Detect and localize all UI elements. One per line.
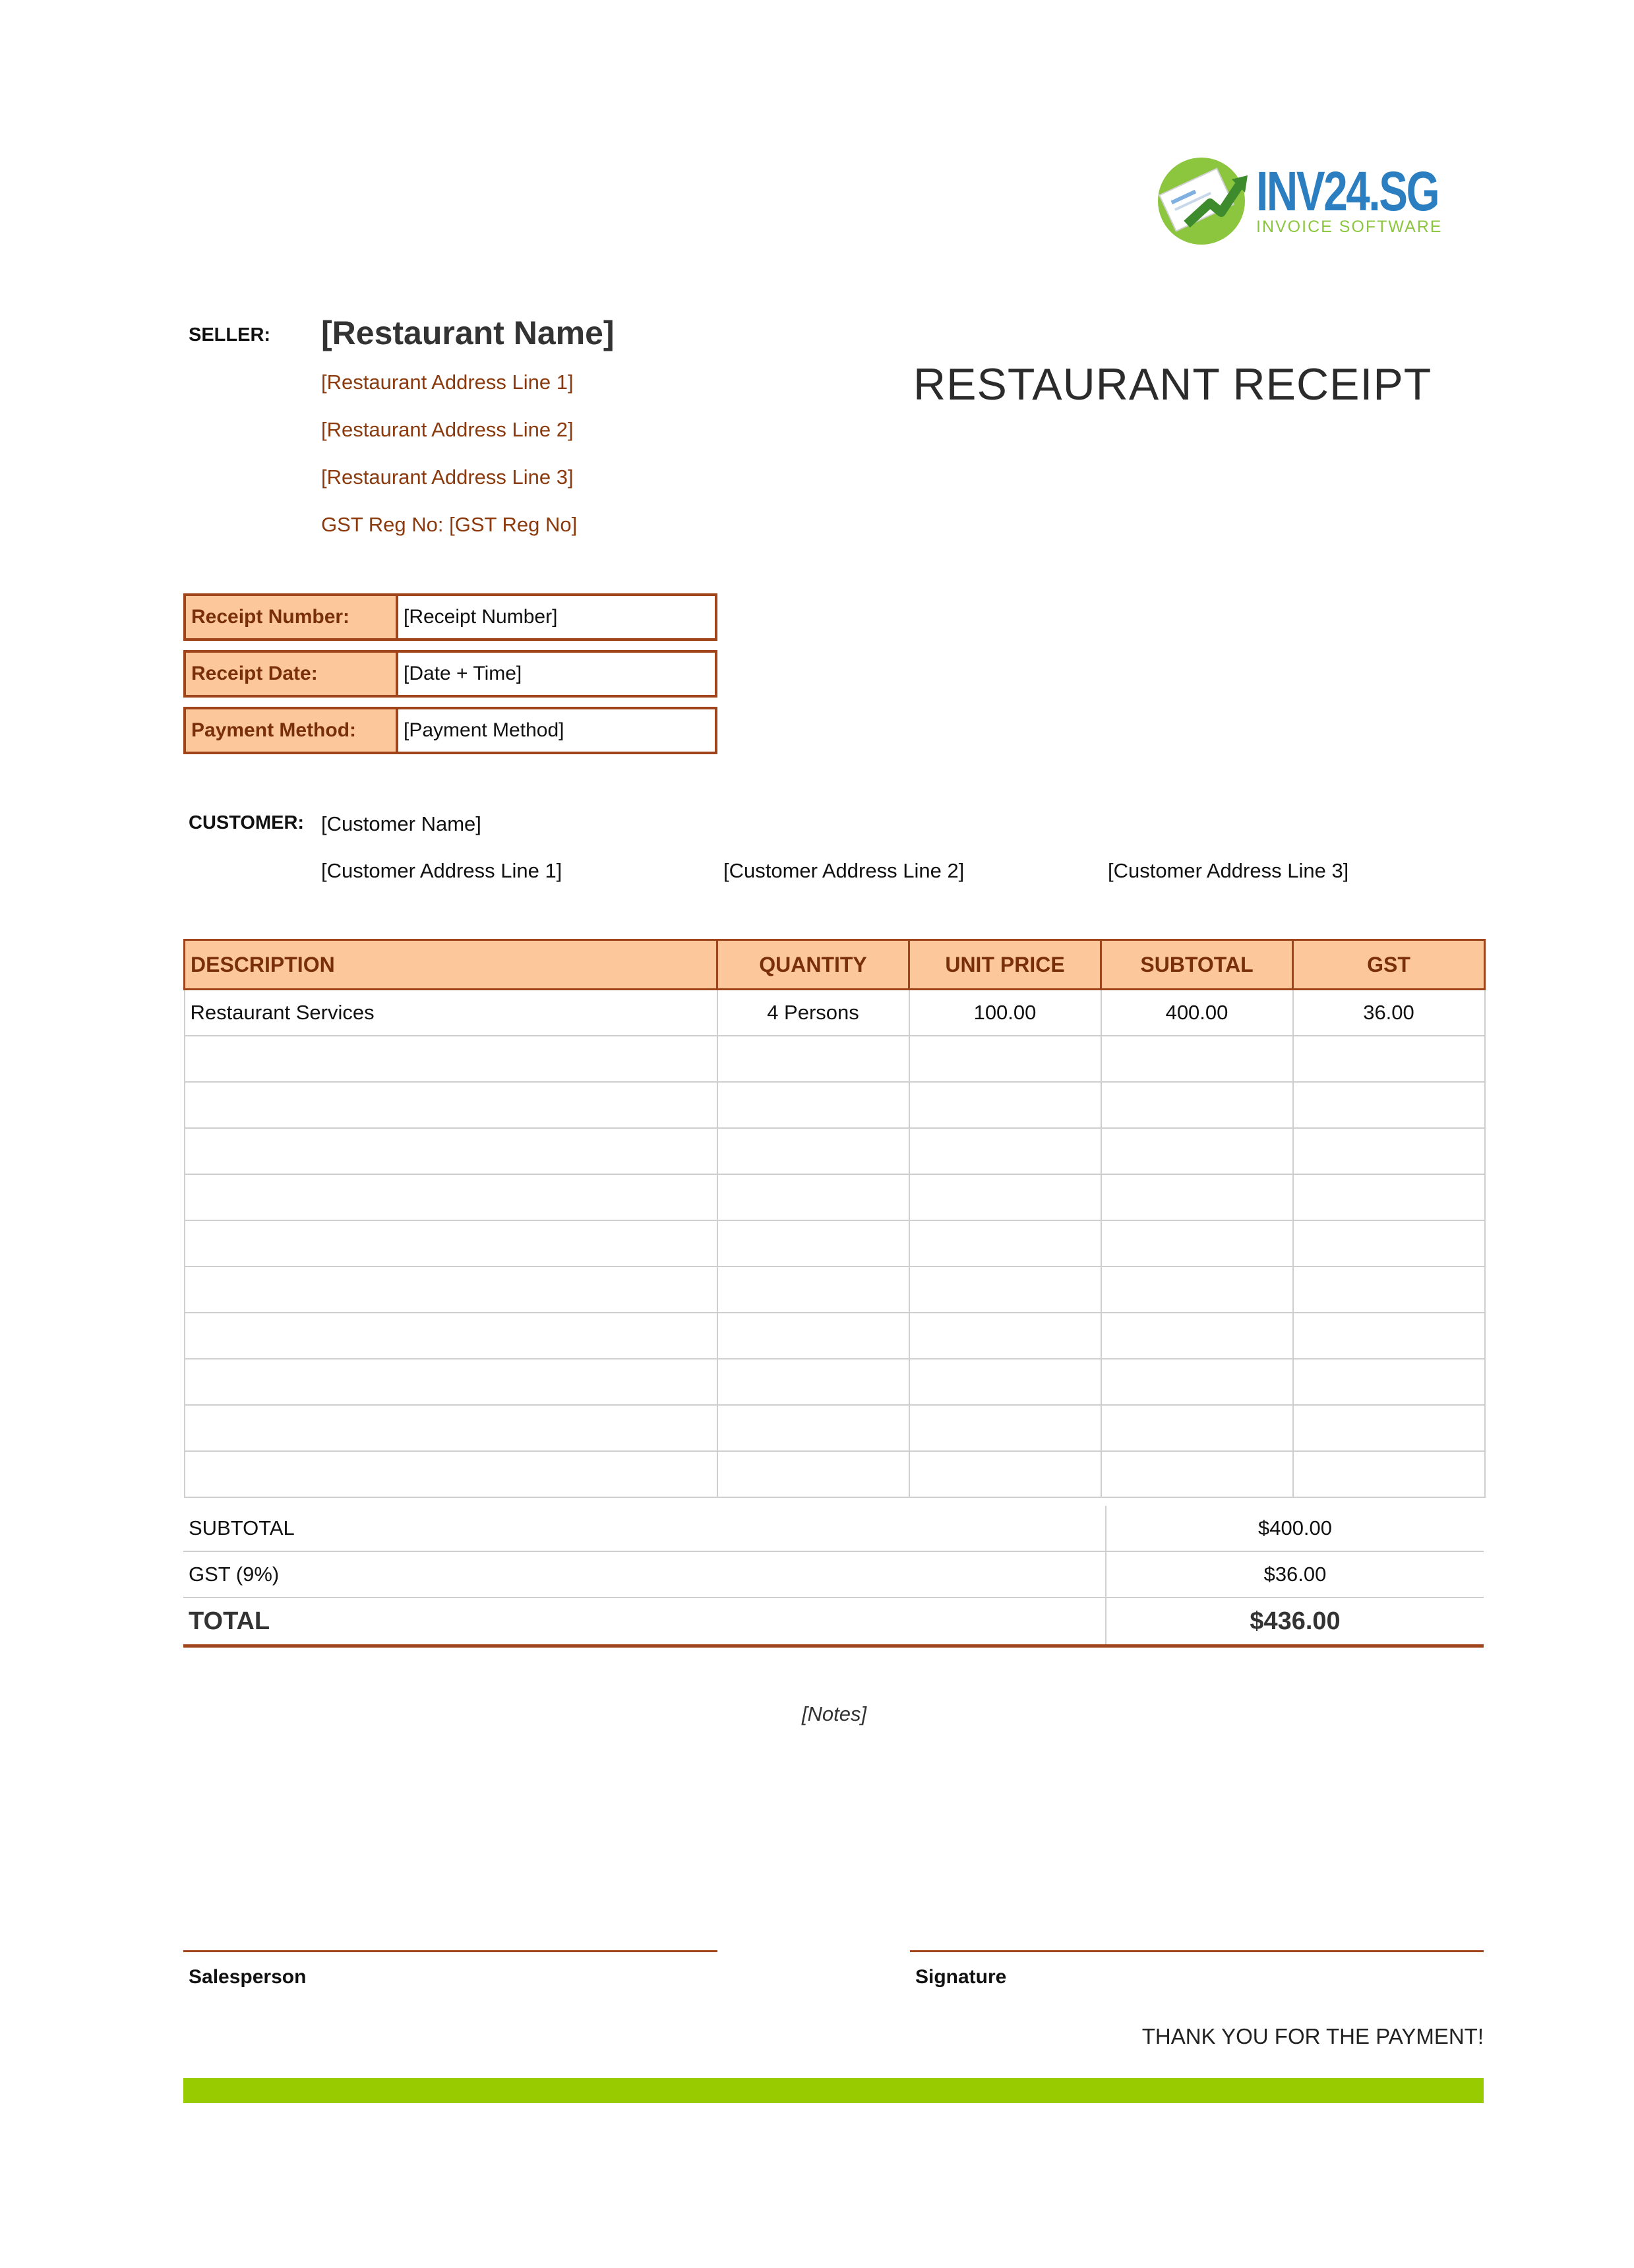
cell-description[interactable] bbox=[185, 1359, 717, 1405]
seller-gst-reg: GST Reg No: [GST Reg No] bbox=[321, 513, 578, 536]
cell-quantity[interactable] bbox=[717, 1313, 909, 1359]
cell-description[interactable] bbox=[185, 1082, 717, 1128]
column-header-gst: GST bbox=[1293, 940, 1485, 990]
table-row bbox=[185, 1220, 1485, 1267]
cell-quantity[interactable] bbox=[717, 1220, 909, 1267]
customer-label: CUSTOMER: bbox=[189, 812, 305, 833]
cell-unit-price[interactable] bbox=[909, 1359, 1101, 1405]
cell-quantity[interactable] bbox=[717, 1359, 909, 1405]
footer-bar bbox=[183, 2078, 1484, 2103]
table-row bbox=[185, 1128, 1485, 1174]
cell-quantity[interactable] bbox=[717, 1128, 909, 1174]
cell-gst[interactable] bbox=[1293, 1036, 1485, 1082]
cell-gst[interactable] bbox=[1293, 1128, 1485, 1174]
cell-subtotal[interactable] bbox=[1101, 1036, 1293, 1082]
receipt-date-value[interactable]: [Date + Time] bbox=[404, 663, 522, 684]
column-header-subtotal: SUBTOTAL bbox=[1101, 940, 1293, 990]
cell-unit-price[interactable] bbox=[909, 1405, 1101, 1451]
gst-label: GST (9%) bbox=[183, 1551, 1106, 1597]
cell-subtotal[interactable] bbox=[1101, 1359, 1293, 1405]
receipt-date-row bbox=[183, 650, 717, 698]
column-header-unit-price: UNIT PRICE bbox=[909, 940, 1101, 990]
logo-tagline: INVOICE SOFTWARE bbox=[1256, 218, 1443, 236]
column-header-quantity: QUANTITY bbox=[717, 940, 909, 990]
cell-subtotal[interactable] bbox=[1101, 1128, 1293, 1174]
cell-quantity[interactable] bbox=[717, 1082, 909, 1128]
cell-quantity[interactable]: 4 Persons bbox=[717, 990, 909, 1036]
cell-unit-price[interactable] bbox=[909, 1451, 1101, 1497]
table-row bbox=[185, 1451, 1485, 1497]
cell-subtotal[interactable] bbox=[1101, 1451, 1293, 1497]
customer-name: [Customer Name] bbox=[321, 812, 481, 835]
salesperson-line bbox=[183, 1950, 717, 1952]
cell-gst[interactable] bbox=[1293, 1082, 1485, 1128]
cell-description[interactable] bbox=[185, 1313, 717, 1359]
gst-value: $36.00 bbox=[1106, 1551, 1484, 1597]
cell-unit-price[interactable] bbox=[909, 1313, 1101, 1359]
receipt-number-value[interactable]: [Receipt Number] bbox=[404, 606, 558, 628]
cell-description[interactable] bbox=[185, 1174, 717, 1220]
payment-method-row bbox=[183, 707, 717, 754]
signature-line bbox=[910, 1950, 1484, 1952]
subtotal-value: $400.00 bbox=[1106, 1506, 1484, 1551]
cell-unit-price[interactable] bbox=[909, 1220, 1101, 1267]
table-row bbox=[185, 1359, 1485, 1405]
cell-description[interactable] bbox=[185, 1451, 717, 1497]
cell-quantity[interactable] bbox=[717, 1405, 909, 1451]
seller-label: SELLER: bbox=[189, 324, 271, 345]
cell-unit-price[interactable] bbox=[909, 1128, 1101, 1174]
cell-gst[interactable] bbox=[1293, 1267, 1485, 1313]
receipt-date-label: Receipt Date: bbox=[186, 653, 398, 695]
payment-method-label: Payment Method: bbox=[186, 709, 398, 752]
cell-gst[interactable] bbox=[1293, 1451, 1485, 1497]
customer-address-line-3: [Customer Address Line 3] bbox=[1108, 859, 1349, 882]
cell-gst[interactable] bbox=[1293, 1313, 1485, 1359]
table-row bbox=[185, 1267, 1485, 1313]
cell-description[interactable] bbox=[185, 1128, 717, 1174]
cell-quantity[interactable] bbox=[717, 1174, 909, 1220]
salesperson-label: Salesperson bbox=[189, 1966, 307, 1988]
cell-quantity[interactable] bbox=[717, 1036, 909, 1082]
cell-description[interactable] bbox=[185, 1267, 717, 1313]
totals-table bbox=[183, 1506, 1484, 1648]
cell-description[interactable] bbox=[185, 1036, 717, 1082]
seller-address-line-1: [Restaurant Address Line 1] bbox=[321, 371, 574, 394]
cell-subtotal[interactable] bbox=[1101, 1220, 1293, 1267]
total-value: $436.00 bbox=[1106, 1597, 1484, 1646]
gst-row bbox=[183, 1551, 1484, 1597]
cell-gst[interactable]: 36.00 bbox=[1293, 990, 1485, 1036]
table-header-row bbox=[185, 940, 1485, 990]
seller-address-line-2: [Restaurant Address Line 2] bbox=[321, 418, 574, 441]
total-label: TOTAL bbox=[183, 1597, 1106, 1646]
seller-name: [Restaurant Name] bbox=[321, 314, 615, 351]
table-row bbox=[185, 1036, 1485, 1082]
cell-unit-price[interactable] bbox=[909, 1174, 1101, 1220]
cell-description[interactable]: Restaurant Services bbox=[185, 990, 717, 1036]
cell-gst[interactable] bbox=[1293, 1220, 1485, 1267]
cell-unit-price[interactable] bbox=[909, 1036, 1101, 1082]
cell-unit-price[interactable]: 100.00 bbox=[909, 990, 1101, 1036]
cell-subtotal[interactable]: 400.00 bbox=[1101, 990, 1293, 1036]
document-title: RESTAURANT RECEIPT bbox=[913, 359, 1432, 409]
table-row bbox=[185, 990, 1485, 1036]
cell-unit-price[interactable] bbox=[909, 1082, 1101, 1128]
logo-wordmark: INV24.SG bbox=[1256, 160, 1439, 222]
cell-subtotal[interactable] bbox=[1101, 1267, 1293, 1313]
receipt-number-label: Receipt Number: bbox=[186, 596, 398, 638]
total-row bbox=[183, 1597, 1484, 1646]
cell-unit-price[interactable] bbox=[909, 1267, 1101, 1313]
customer-address-line-1: [Customer Address Line 1] bbox=[321, 859, 562, 882]
line-items-table bbox=[183, 939, 1486, 1498]
thank-you-message: THANK YOU FOR THE PAYMENT! bbox=[1141, 2024, 1484, 2048]
cell-description[interactable] bbox=[185, 1405, 717, 1451]
cell-gst[interactable] bbox=[1293, 1359, 1485, 1405]
cell-subtotal[interactable] bbox=[1101, 1405, 1293, 1451]
cell-gst[interactable] bbox=[1293, 1174, 1485, 1220]
table-row bbox=[185, 1082, 1485, 1128]
subtotal-row bbox=[183, 1506, 1484, 1551]
seller-address-line-3: [Restaurant Address Line 3] bbox=[321, 465, 574, 489]
customer-address-line-2: [Customer Address Line 2] bbox=[723, 859, 965, 882]
cell-subtotal[interactable] bbox=[1101, 1313, 1293, 1359]
cell-quantity[interactable] bbox=[717, 1267, 909, 1313]
cell-description[interactable] bbox=[185, 1220, 717, 1267]
table-row bbox=[185, 1405, 1485, 1451]
table-row bbox=[185, 1313, 1485, 1359]
cell-gst[interactable] bbox=[1293, 1405, 1485, 1451]
table-row bbox=[185, 1174, 1485, 1220]
cell-quantity[interactable] bbox=[717, 1451, 909, 1497]
cell-subtotal[interactable] bbox=[1101, 1174, 1293, 1220]
subtotal-label: SUBTOTAL bbox=[183, 1506, 1106, 1551]
signature-label: Signature bbox=[915, 1966, 1007, 1988]
cell-subtotal[interactable] bbox=[1101, 1082, 1293, 1128]
payment-method-value[interactable]: [Payment Method] bbox=[404, 719, 564, 741]
notes[interactable]: [Notes] bbox=[801, 1702, 867, 1725]
column-header-description: DESCRIPTION bbox=[185, 940, 717, 990]
receipt-number-row bbox=[183, 593, 717, 641]
